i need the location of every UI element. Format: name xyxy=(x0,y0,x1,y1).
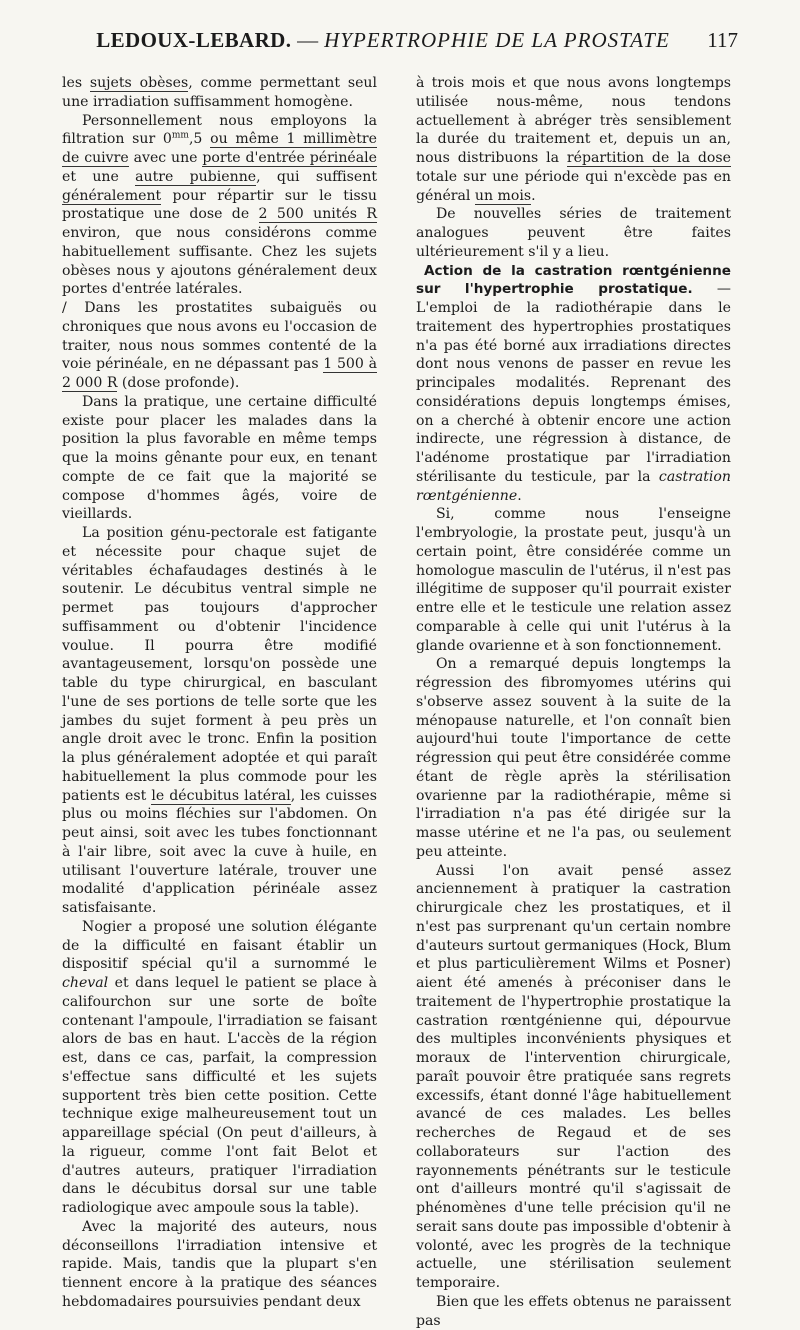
running-title xyxy=(88,28,678,53)
underlined-text: le décubitus latéral xyxy=(151,787,291,804)
running-header xyxy=(88,28,738,60)
paragraph: On a remarqué depuis longtemps la régression des fibromyomes utérins qui s'observe assez souvent à la suite de la ménopause naturelle, et l'on connaît bien aujourd'hui toute l'importance de cette régression qui peut être considérée comme étant de règle après la stérilisation ovarienne par la radiothérapie, même si l'irradiation n'a pas été dirigée sur la masse utérine et ne l'a pas, ou seulement peu atteinte. xyxy=(416,656,731,860)
underlined-text: 1 500 à 2 000 R xyxy=(62,356,377,391)
paragraph: Si, comme nous l'enseigne l'embryologie, la prostate peut, jusqu'à un certain point, être considérée comme un homologue masculin de l'utérus, il n'est pas illégitime de supposer qu'il pourrait exister entre elle et le testicule une relation assez comparable à celle qui unit l'utérus à la glande ovarienne et à son fonctionnement. xyxy=(416,506,731,654)
underlined-text: généralement xyxy=(62,187,162,204)
italic-term: cheval xyxy=(62,975,109,991)
underlined-text: répartition de la dose xyxy=(566,150,731,166)
underlined-text: autre pubienne xyxy=(135,168,257,185)
underlined-text: 2 500 unités R xyxy=(258,206,377,223)
header-separator: — xyxy=(297,28,319,52)
page-number: 117 xyxy=(707,28,738,52)
margin-mark: / xyxy=(62,300,67,316)
underlined-text: un mois xyxy=(474,187,532,204)
paragraph: / Dans les prostatites subaiguës ou chroniques que nous avons eu l'occasion de traiter, nous nous sommes contenté de la voie périnéale, en ne dépassant pas 1 500 à 2 000 R (dose profonde). xyxy=(62,300,377,391)
paragraph: Personnellement nous employons la filtration sur $0^{mm},5$ ou même 1 millimètre de cuivre avec une porte d'entrée périnéale et une autre pubienne, qui suffisent généralement pour répartir sur le tissu prostatique une dose de 2 500 unités R environ, que nous considérons comme habituellement suffisante. Chez les sujets obèses nous y ajoutons généralement deux portes d'entrée latérales. xyxy=(62,112,377,298)
paragraph: De nouvelles séries de traitement analogues peuvent être faites ultérieurement s'il y a lieu. xyxy=(416,206,731,260)
paragraph: Aussi l'on avait pensé assez anciennement à pratiquer la castration chirurgicale chez les prostatiques, et il n'est pas surprenant qu'un certain nombre d'auteurs surtout germaniques (Hock, Blum et plus particulièrement Wilms et Posner) aient été amenés à préconiser dans le traitement de l'hypertrophie prostatique la castration rœntgénienne qui, dépourvue des multiples inconvénients physiques et moraux de l'intervention chirurgicale, paraît pouvoir être pratiquée sans regrets excessifs, étant donné l'âge habituellement avancé de ces malades. Les belles recherches de Regaud et de ses collaborateurs sur l'action des rayonnements pénétrants sur le testicule ont d'ailleurs montré qu'il s'agissait de phénomènes d'une telle précision qu'il ne serait sans doute pas impossible d'obtenir à volonté, avec les progrès de la technique actuelle, une stérilisation seulement temporaire. xyxy=(416,862,731,1291)
paragraph: Nogier a proposé une solution élégante de la difficulté en faisant établir un dispositif spécial qu'il a surnommé le cheval et dans lequel le patient se place à califourchon sur une sorte de boîte contenant l'ampoule, l'irradiation se faisant alors de bas en haut. L'accès de la région est, dans ce cas, parfait, la compression s'effectue sans difficulté et les sujets supportent très bien cette position. Cette technique exige malheureusement tout un appareillage spécial (On peut d'ailleurs, à la rigueur, comme l'ont fait Belot et d'autres auteurs, pratiquer l'irradiation dans le décubitus dorsal sur une table radiologique avec ampoule sous la table). xyxy=(62,918,377,1216)
header-author: LEDOUX-LEBARD. xyxy=(96,28,292,52)
paragraph: les sujets obèses, comme permettant seul une irradiation suffisamment homogène. xyxy=(62,75,377,110)
right-column xyxy=(416,74,731,1330)
header-title: HYPERTROPHIE DE LA PROSTATE xyxy=(324,28,670,52)
left-column xyxy=(62,74,377,1312)
italic-term: castration rœntgénienne xyxy=(416,468,731,504)
underlined-text: porte d'entrée périnéale xyxy=(202,150,377,166)
paragraph: Dans la pratique, une certaine difficulté existe pour placer les malades dans la position la plus favorable en même temps que la moins gênante pour eux, en tenant compte de ce fait que la majorité se compose d'hommes âgés, voire de vieillards. xyxy=(62,393,377,523)
underlined-text: sujets obèses xyxy=(89,75,189,91)
section-paragraph: Action de la castration rœntgénienne sur l'hypertrophie prostatique. — L'emploi de la radiothérapie dans le traitement des hypertrophies prostatiques n'a pas été borné aux irradiations directes dont nous venons de passer en revue les principales modalités. Reprenant des considérations depuis longtemps émises, on a cherché à obtenir encore une action indirecte, une régression à distance, de l'adénome prostatique par l'irradiation stérilisante du testicule, par la castration rœntgénienne. xyxy=(416,262,731,504)
paragraph: à trois mois et que nous avons longtemps utilisée nous-même, nous tendons actuellement à abréger très sensiblement la durée du traitement et, depuis un an, nous distribuons la répartition de la dose totale sur une période qui n'excède pas en général un mois. xyxy=(416,75,731,204)
paragraph: Bien que les effets obtenus ne paraissent pas xyxy=(416,1293,731,1329)
paragraph: La position génu-pectorale est fatigante et nécessite pour chaque sujet de véritables échafaudages destinés à le soutenir. Le décubitus ventral simple ne permet pas toujours d'approcher suffisamment ou d'obtenir l'incidence voulue. Il pourra être modifié avantageusement, lorsqu'on possède une table du type chirurgical, en basculant l'une de ses portions de telle sorte que les jambes du sujet forment à peu près un angle droit avec le tronc. Enfin la position la plus généralement adoptée et qui paraît habituellement la plus commode pour les patients est le décubitus latéral, les cuisses plus ou moins fléchies sur l'abdomen. On peut ainsi, soit avec les tubes fonctionnant à l'air libre, soit avec la cuve à huile, en utilisant l'ouverture latérale, trouver une modalité d'application périnéale assez satisfaisante. xyxy=(62,525,377,916)
paragraph: Avec la majorité des auteurs, nous déconseillons l'irradiation intensive et rapide. Mais, tandis que la plupart s'en tiennent encore à la pratique des séances hebdomadaires poursuivies pendant deux xyxy=(62,1218,377,1310)
section-heading: Action de la castration rœntgénienne sur l'hypertrophie prostatique. xyxy=(416,262,731,298)
underlined-text: ou même 1 millimètre de cuivre xyxy=(62,131,377,166)
